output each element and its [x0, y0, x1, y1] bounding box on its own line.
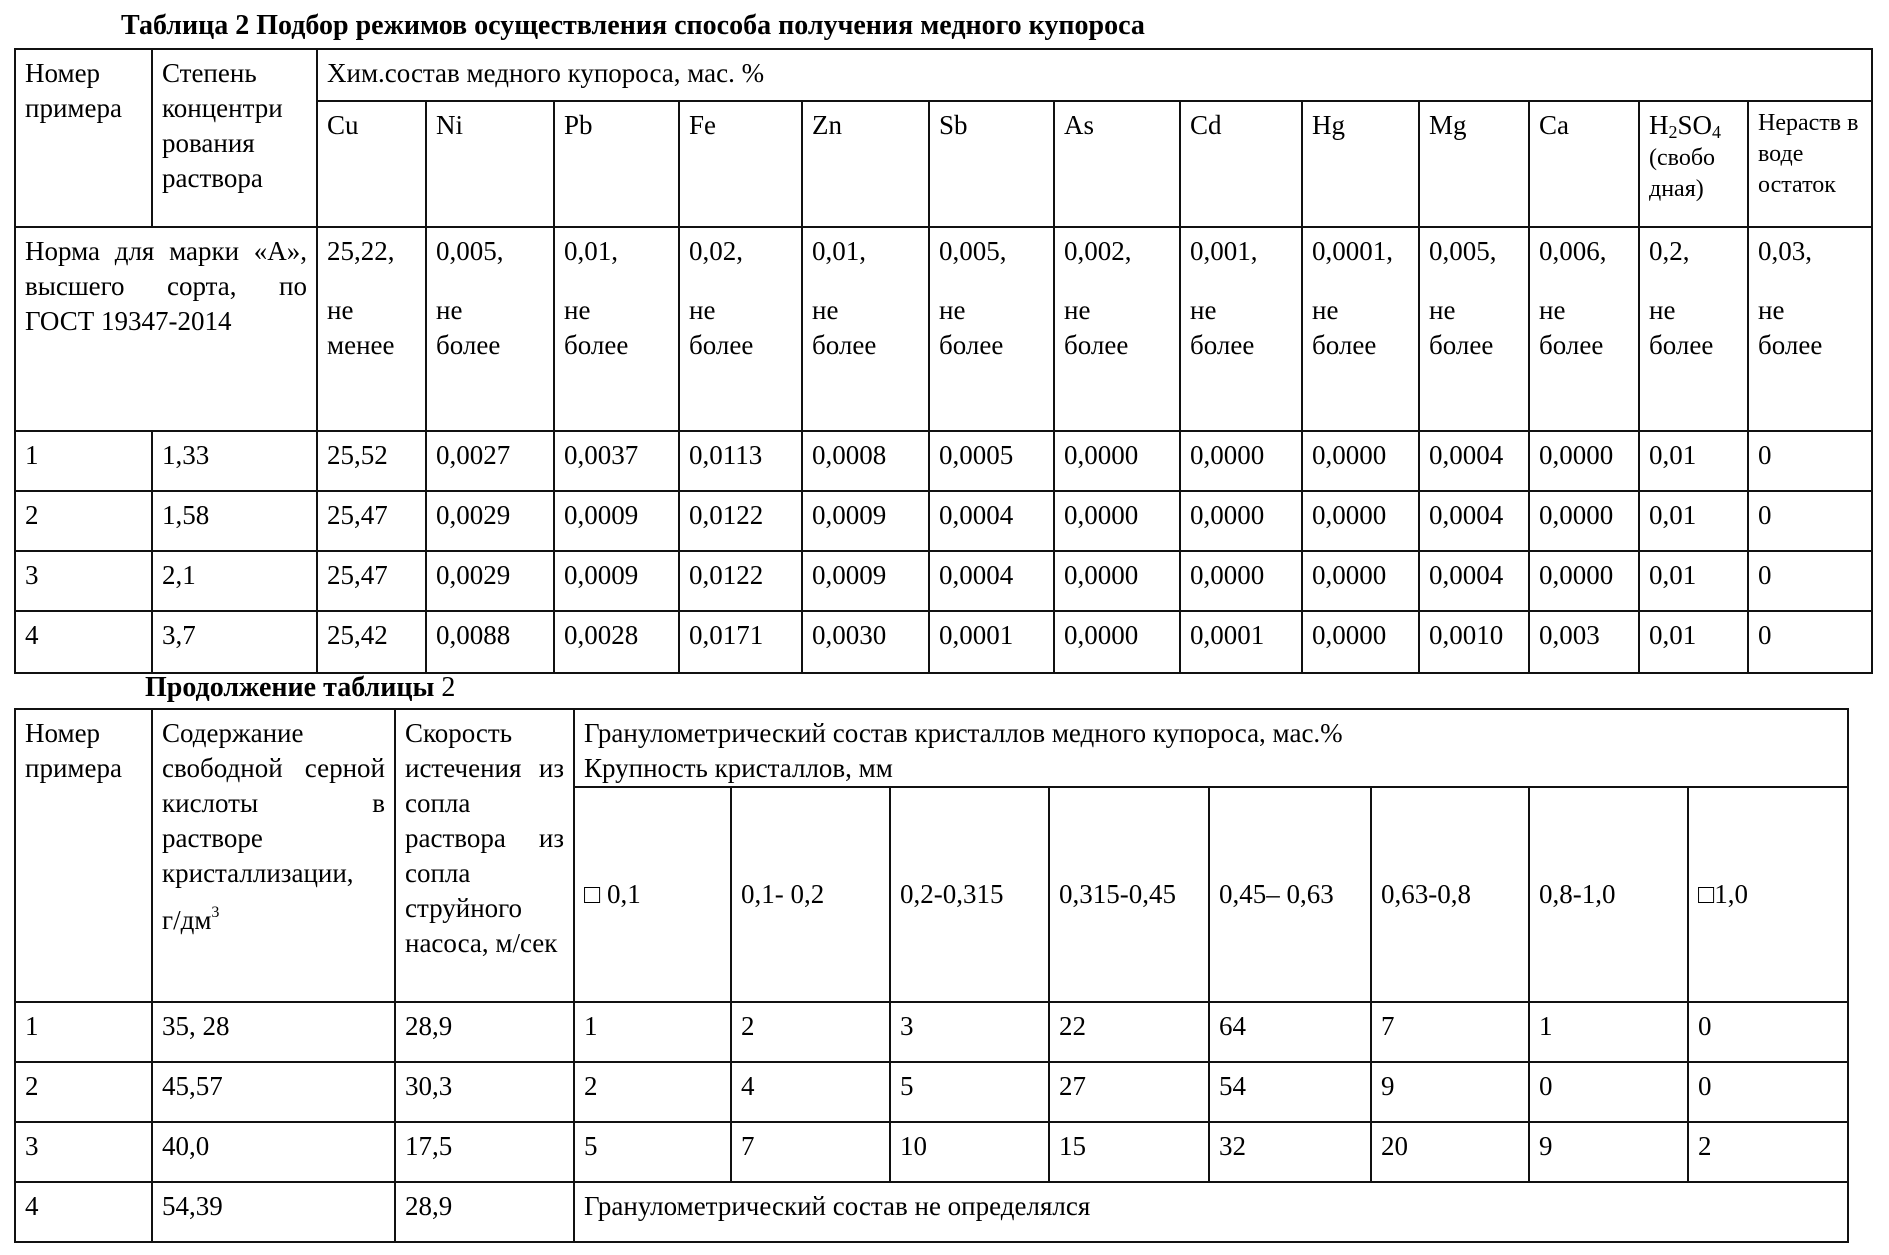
cell-value: 0,0010: [1419, 611, 1529, 673]
h2so4-sub4: 4: [1712, 122, 1722, 142]
header-fraction: 0,8-1,0: [1529, 787, 1688, 1002]
cell-value: 0,01: [1639, 491, 1748, 551]
cell-value: 0,0001: [929, 611, 1054, 673]
norm-value: 0,03, не более: [1748, 227, 1872, 431]
cell-value: 0: [1748, 611, 1872, 673]
cell-value: 0,01: [1639, 431, 1748, 491]
cell-fraction-value: 20: [1371, 1122, 1529, 1182]
norm-value: 0,001, не более: [1180, 227, 1302, 431]
cell-fraction-value: 5: [890, 1062, 1049, 1122]
cell-value: 0,0000: [1302, 431, 1419, 491]
cell-fraction-value: 3: [890, 1002, 1049, 1062]
cell-acid: 54,39: [152, 1182, 395, 1242]
header-acid-content: Содержание свободной серной кислоты в растворе кристаллизации, $г/дм^3$: [152, 709, 395, 1002]
header-element: Pb: [554, 101, 679, 227]
cell-value: 0,0001: [1180, 611, 1302, 673]
cell-acid: 35, 28: [152, 1002, 395, 1062]
cell-degree: 1,58: [152, 491, 317, 551]
norm-value: 0,002, не более: [1054, 227, 1180, 431]
composition-row: [15, 431, 1872, 491]
cell-value: 0,0000: [1054, 611, 1180, 673]
cell-example-no: 2: [15, 491, 152, 551]
cell-fraction-value: 10: [890, 1122, 1049, 1182]
cell-degree: 1,33: [152, 431, 317, 491]
cell-value: 0,0004: [1419, 551, 1529, 611]
cell-value: 0,0009: [802, 551, 929, 611]
cell-fraction-value: 27: [1049, 1062, 1209, 1122]
cell-fraction-value: 2: [1688, 1122, 1848, 1182]
granulometry-row: [15, 1062, 1848, 1122]
cell-degree: 3,7: [152, 611, 317, 673]
cell-fraction-value: 7: [1371, 1002, 1529, 1062]
cell-example-no: 1: [15, 431, 152, 491]
cell-fraction-value: 54: [1209, 1062, 1371, 1122]
granulometry-row: [15, 1182, 1848, 1242]
cell-fraction-value: 15: [1049, 1122, 1209, 1182]
header-example-no-2: Номер примера: [15, 709, 152, 1002]
h2so4-h: H: [1649, 110, 1669, 140]
cell-value: 25,47: [317, 551, 426, 611]
header-element: Cu: [317, 101, 426, 227]
norm-value: 0,006, не более: [1529, 227, 1639, 431]
cell-value: 0,0122: [679, 551, 802, 611]
acid-unit: г/дм: [162, 905, 212, 935]
composition-rows: [15, 431, 1872, 673]
header-composition-group: Хим.состав медного купороса, мас. %: [317, 49, 1872, 101]
norm-value: 0,02, не более: [679, 227, 802, 431]
cell-value: 0,0000: [1054, 431, 1180, 491]
cell-speed: 17,5: [395, 1122, 574, 1182]
granulometry-row: [15, 1002, 1848, 1062]
cell-value: 0,0004: [1419, 491, 1529, 551]
granulometry-table: [14, 708, 1849, 1243]
norm-value: 0,005, не более: [1419, 227, 1529, 431]
header-element: As: [1054, 101, 1180, 227]
cell-value: 25,47: [317, 491, 426, 551]
h2so4-so: SO: [1677, 110, 1713, 140]
cell-degree: 2,1: [152, 551, 317, 611]
h2so4-note: (свобо дная): [1649, 145, 1716, 202]
header-example-no: Номер примера: [15, 49, 152, 227]
composition-row: [15, 611, 1872, 673]
table1-title: Таблица 2 Подбор режимов осуществления способа получения медного купороса: [121, 10, 1145, 41]
norm-row: [15, 227, 1872, 431]
cell-value: 0,0000: [1302, 611, 1419, 673]
header-element: Mg: [1419, 101, 1529, 227]
cell-value: 0: [1748, 491, 1872, 551]
norm-value: 0,01, не более: [554, 227, 679, 431]
cell-value: 0,0009: [554, 491, 679, 551]
cell-fraction-value: 2: [574, 1062, 731, 1122]
cell-value: 0,0000: [1302, 491, 1419, 551]
cell-value: 0: [1748, 431, 1872, 491]
cell-value: 0,0171: [679, 611, 802, 673]
cell-value: 0: [1748, 551, 1872, 611]
header-fraction: □ 0,1: [574, 787, 731, 1002]
cell-fraction-value: 7: [731, 1122, 890, 1182]
cell-value: 0,0030: [802, 611, 929, 673]
cell-value: 0,01: [1639, 611, 1748, 673]
composition-row: [15, 551, 1872, 611]
norm-value: 0,2, не более: [1639, 227, 1748, 431]
cell-value: 0,0000: [1180, 491, 1302, 551]
cell-fraction-value: 64: [1209, 1002, 1371, 1062]
cell-fraction-value: 2: [731, 1002, 890, 1062]
cell-value: 0,0000: [1054, 491, 1180, 551]
cell-acid: 40,0: [152, 1122, 395, 1182]
cell-fraction-value: 9: [1371, 1062, 1529, 1122]
header-fraction: □1,0: [1688, 787, 1848, 1002]
cell-value: 0,0000: [1529, 551, 1639, 611]
cell-value: 25,52: [317, 431, 426, 491]
cell-acid: 45,57: [152, 1062, 395, 1122]
cell-value: 0,0029: [426, 551, 554, 611]
header-element: Fe: [679, 101, 802, 227]
composition-row: [15, 491, 1872, 551]
header-fraction: 0,315-0,45: [1049, 787, 1209, 1002]
cell-value: 0,0088: [426, 611, 554, 673]
cell-value: 0,0122: [679, 491, 802, 551]
header-fraction: 0,63-0,8: [1371, 787, 1529, 1002]
cell-fraction-value: 0: [1688, 1002, 1848, 1062]
header-element: Sb: [929, 101, 1054, 227]
table2-title: Продолжение таблицы 2: [145, 672, 456, 703]
header-flow-speed: Скорость истечения из сопла раствора из сопла струйного насоса, м/сек: [395, 709, 574, 1002]
cell-value: 0,0009: [554, 551, 679, 611]
cell-example-no: 3: [15, 1122, 152, 1182]
cell-value: 0,0000: [1180, 551, 1302, 611]
cell-fraction-value: 1: [574, 1002, 731, 1062]
cell-note: Гранулометрический состав не определялся: [574, 1182, 1848, 1242]
header-concentration-degree: Степень концентри рования раствора: [152, 49, 317, 227]
cell-value: 0,0000: [1054, 551, 1180, 611]
header-element: Zn: [802, 101, 929, 227]
header-insoluble: Нераств в воде остаток: [1748, 101, 1872, 227]
cell-value: 0,0004: [929, 551, 1054, 611]
cell-value: 0,0027: [426, 431, 554, 491]
cell-fraction-value: 5: [574, 1122, 731, 1182]
granulometry-row: [15, 1122, 1848, 1182]
h2so4-sub2: 2: [1668, 122, 1678, 142]
cell-value: 0,0037: [554, 431, 679, 491]
cell-fraction-value: 32: [1209, 1122, 1371, 1182]
table2-title-number: 2: [441, 672, 456, 703]
header-fraction: 0,2-0,315: [890, 787, 1049, 1002]
cell-value: 0,0000: [1180, 431, 1302, 491]
cell-example-no: 1: [15, 1002, 152, 1062]
cell-value: 25,42: [317, 611, 426, 673]
cell-fraction-value: 0: [1688, 1062, 1848, 1122]
cell-speed: 28,9: [395, 1002, 574, 1062]
cell-fraction-value: 0: [1529, 1062, 1688, 1122]
header-element: Cd: [1180, 101, 1302, 227]
cell-value: 0,0009: [802, 491, 929, 551]
cell-value: 0,0000: [1529, 431, 1639, 491]
cell-value: 0,0008: [802, 431, 929, 491]
cell-value: 0,0000: [1302, 551, 1419, 611]
cell-example-no: 3: [15, 551, 152, 611]
header-element: Ni: [426, 101, 554, 227]
cell-speed: 30,3: [395, 1062, 574, 1122]
granulometry-rows: [15, 1002, 1848, 1242]
cell-value: 0,01: [1639, 551, 1748, 611]
cell-fraction-value: 1: [1529, 1002, 1688, 1062]
norm-label: Норма для марки «А», высшего сорта, по ГОСТ 19347-2014: [15, 227, 317, 431]
cell-value: 0,0005: [929, 431, 1054, 491]
cell-example-no: 4: [15, 1182, 152, 1242]
norm-value: 0,005, не более: [929, 227, 1054, 431]
cell-value: 0,0113: [679, 431, 802, 491]
cell-value: 0,003: [1529, 611, 1639, 673]
composition-table: [14, 48, 1873, 674]
acid-unit-sup: 3: [211, 904, 220, 921]
header-fraction: 0,1- 0,2: [731, 787, 890, 1002]
cell-example-no: 2: [15, 1062, 152, 1122]
cell-speed: 28,9: [395, 1182, 574, 1242]
header-granulometry: Гранулометрический состав кристаллов медного купороса, мас.% Крупность кристаллов, мм: [574, 709, 1848, 787]
cell-fraction-value: 9: [1529, 1122, 1688, 1182]
cell-fraction-value: 4: [731, 1062, 890, 1122]
header-element: Ca: [1529, 101, 1639, 227]
cell-value: 0,0028: [554, 611, 679, 673]
cell-example-no: 4: [15, 611, 152, 673]
norm-value: 0,005, не более: [426, 227, 554, 431]
norm-value: 25,22, не менее: [317, 227, 426, 431]
cell-fraction-value: 22: [1049, 1002, 1209, 1062]
cell-value: 0,0029: [426, 491, 554, 551]
cell-value: 0,0000: [1529, 491, 1639, 551]
cell-value: 0,0004: [929, 491, 1054, 551]
norm-value: 0,01, не более: [802, 227, 929, 431]
header-h2so4: [1639, 101, 1748, 227]
header-element: Hg: [1302, 101, 1419, 227]
header-fraction: 0,45– 0,63: [1209, 787, 1371, 1002]
norm-value: 0,0001, не более: [1302, 227, 1419, 431]
cell-value: 0,0004: [1419, 431, 1529, 491]
